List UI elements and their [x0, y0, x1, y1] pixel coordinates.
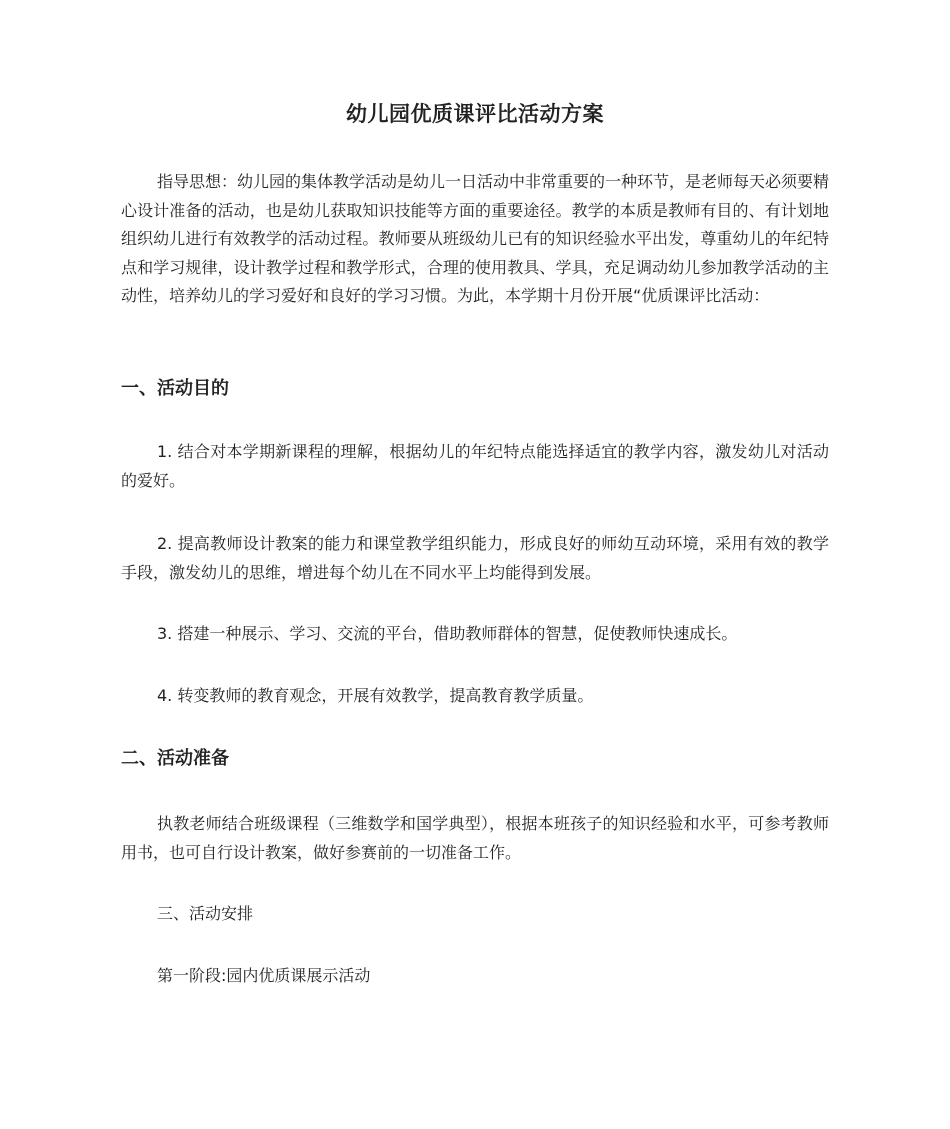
- purpose-item-3: 3. 搭建一种展示、学习、交流的平台，借助教师群体的智慧，促使教师快速成长。: [157, 624, 738, 643]
- section-heading-arrangement: 三、活动安排: [157, 904, 254, 923]
- section-heading-purpose: 一、活动目的: [121, 378, 229, 399]
- document-title: 幼儿园优质课评比活动方案: [346, 102, 604, 126]
- purpose-item-1: 1. 结合对本学期新课程的理解，根据幼儿的年纪特点能选择适宜的教学内容，激发幼儿对活动的爱好。: [121, 442, 829, 490]
- purpose-item-4: 4. 转变教师的教育观念，开展有效教学，提高教育教学质量。: [157, 686, 594, 705]
- phase-one-line: 第一阶段:园内优质课展示活动: [157, 966, 371, 985]
- section-heading-preparation: 二、活动准备: [121, 748, 229, 769]
- guiding-thought-paragraph: 指导思想：幼儿园的集体教学活动是幼儿一日活动中非常重要的一种环节，是老师每天必须要精心设计准备的活动，也是幼儿获取知识技能等方面的重要途径。教学的本质是教师有目的、有计划地组织幼儿进行有效教学的活动过程。教师要从班级幼儿已有的知识经验水平出发，尊重幼儿的年纪特点和学习规律，设计教学过程和教学形式，合理的使用教具、学具，充足调动幼儿参加教学活动的主动性，培养幼儿的学习爱好和良好的学习习惯。为此，本学期十月份开展“优质课评比活动：: [121, 172, 830, 306]
- purpose-item-2: 2. 提高教师设计教案的能力和课堂教学组织能力，形成良好的师幼互动环境，采用有效的教学手段，激发幼儿的思维，增进每个幼儿在不同水平上均能得到发展。: [121, 534, 829, 582]
- preparation-paragraph: 执教老师结合班级课程（三维数学和国学典型），根据本班孩子的知识经验和水平，可参考教师用书，也可自行设计教案，做好参赛前的一切准备工作。: [121, 814, 829, 862]
